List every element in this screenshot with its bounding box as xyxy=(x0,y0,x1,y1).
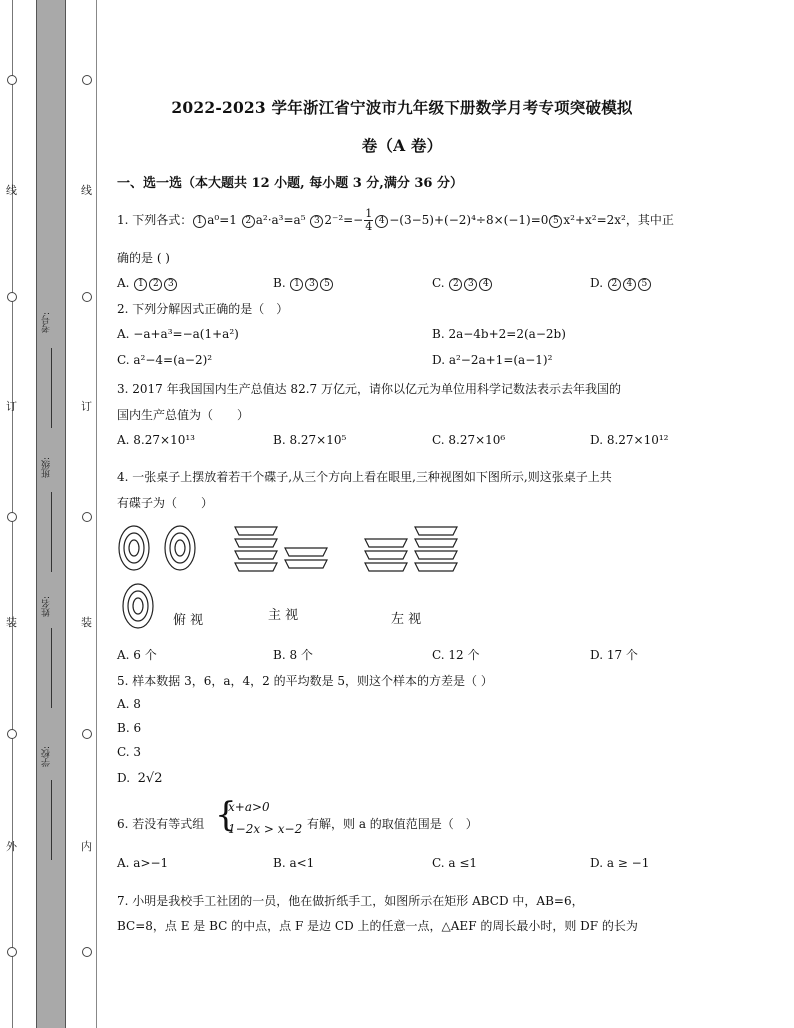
q5-option-b: B. 6 xyxy=(117,721,142,735)
exam-title-line1: 2022-2023 学年浙江省宁波市九年级下册数学月考专项突破模拟 xyxy=(171,98,633,117)
left-view xyxy=(365,527,457,571)
question-3-stem: 3. 2017 年我国国内生产总值达 82.7 万亿元，请你以亿元为单位用科学记数法表示去年我国的 xyxy=(117,382,621,396)
question-4-stem-line2: 有碟子为（ ） xyxy=(117,496,214,510)
q6-option-a: A. a>−1 xyxy=(117,856,169,870)
q5-option-c: C. 3 xyxy=(117,745,142,759)
margin-char-xian-outer: 线 xyxy=(6,184,17,197)
q1-fraction-denominator: 4 xyxy=(365,220,373,233)
binding-hole xyxy=(7,729,17,739)
question-6-stem-suffix: 有解，则 a 的取值范围是（ ） xyxy=(307,817,478,831)
question-3-stem-line2: 国内生产总值为（ ） xyxy=(117,408,250,422)
q4-option-d: D. 17 个 xyxy=(590,648,638,662)
q5-option-a: A. 8 xyxy=(117,697,141,711)
q1-prefix: 1. 下列各式： xyxy=(117,213,193,227)
question-7-stem: 7. 小明是我校手工社团的一员，他在做折纸手工，如图所示在矩形 ABCD 中，AB=6， xyxy=(117,894,584,908)
q4-option-c: C. 12 个 xyxy=(432,648,480,662)
margin-char-zhuang-outer: 装 xyxy=(6,616,17,629)
q6-option-d: D. a ≥ −1 xyxy=(590,856,650,870)
question-6-stem-prefix: 6. 若没有等式组 xyxy=(117,817,205,831)
field-class-line xyxy=(51,492,52,572)
binding-hole xyxy=(82,729,92,739)
circled-number-3: 3 xyxy=(310,215,323,228)
binding-hole xyxy=(7,75,17,85)
field-exam-number-line xyxy=(51,348,52,428)
q4-option-b: B. 8 个 xyxy=(273,648,313,662)
q2-option-c: C. a²−4=(a−2)² xyxy=(117,353,213,367)
field-class-label: 班级: xyxy=(42,457,52,479)
margin-char-ding-outer: 订 xyxy=(6,400,17,413)
exam-title-line2: 卷（A 卷） xyxy=(361,136,443,155)
circled-number-2: 2 xyxy=(242,215,255,228)
margin-char-xian-inner: 线 xyxy=(81,184,92,197)
field-name-line xyxy=(51,628,52,708)
q2-option-a: A. −a+a³=−a(1+a²) xyxy=(117,327,239,341)
binding-hole xyxy=(7,947,17,957)
question-2-stem: 2. 下列分解因式正确的是（ ） xyxy=(117,302,289,316)
q2-option-d: D. a²−2a+1=(a−1)² xyxy=(432,353,553,367)
q1-expr-1: a⁰=1 xyxy=(207,213,237,227)
field-school-label: 学校: xyxy=(42,746,52,768)
top-view-label: 俯 视 xyxy=(173,613,204,628)
left-view-label: 左 视 xyxy=(391,612,422,627)
binding-hole xyxy=(7,292,17,302)
q1-option-d: D. 2 4 5 xyxy=(590,276,652,291)
q1-option-c: C. 2 3 4 xyxy=(432,276,493,291)
q3-option-a: A. 8.27×10¹³ xyxy=(117,433,195,447)
question-1-stem xyxy=(117,200,674,240)
margin-char-zhuang-inner: 装 xyxy=(81,616,92,629)
question-5-stem: 5. 样本数据 3，6，a，4，2 的平均数是 5，则这个样本的方差是（ ） xyxy=(117,674,493,688)
q1-fraction-numerator: 1 xyxy=(365,207,373,220)
q6-option-b: B. a<1 xyxy=(273,856,315,870)
margin-char-wai: 外 xyxy=(6,840,17,853)
circled-number-5: 5 xyxy=(549,215,562,228)
section-heading: 一、选一选（本大题共 12 小题, 每小题 3 分,满分 36 分） xyxy=(117,176,463,191)
front-view xyxy=(235,527,327,571)
binding-inner-line xyxy=(96,0,97,1028)
q1-option-b: B. 1 3 5 xyxy=(273,276,334,291)
q5-option-d: D. 2√2 xyxy=(117,771,163,786)
binding-hole xyxy=(82,75,92,85)
front-view-label: 主 视 xyxy=(268,608,299,623)
q6-left-brace: { xyxy=(215,795,237,835)
q1-expr-2: a²·a³=a⁵ xyxy=(255,213,306,227)
q1-expr-5: x²+x²=2x² xyxy=(563,213,626,227)
question-7-stem-line2: BC=8，点 E 是 BC 的中点，点 F 是边 CD 上的任意一点，△AEF 的周长最小时，则 DF 的长为 xyxy=(117,919,638,933)
q1-expr-3: 2⁻²=− xyxy=(324,213,364,227)
q4-option-a: A. 6 个 xyxy=(117,648,157,662)
question-4-stem: 4. 一张桌子上摆放着若干个碟子,从三个方向上看在眼里,三种视图如下图所示,则这张桌子上共 xyxy=(117,470,612,484)
binding-hole xyxy=(82,292,92,302)
question-1-stem-line2: 确的是 ( ) xyxy=(117,251,170,265)
margin-char-ding-inner: 订 xyxy=(81,400,92,413)
q3-option-d: D. 8.27×10¹² xyxy=(590,433,669,447)
binding-hole xyxy=(82,512,92,522)
field-name-label: 姓名: xyxy=(42,596,52,618)
q1-option-a: A. 1 2 3 xyxy=(117,276,178,291)
q6-inequality-2: 1−2x > x−2 xyxy=(228,822,303,836)
q6-option-c: C. a ≤1 xyxy=(432,856,478,870)
field-exam-number-label: 考号: xyxy=(42,312,52,334)
q3-option-b: B. 8.27×10⁵ xyxy=(273,433,347,447)
circled-number-4: 4 xyxy=(375,215,388,228)
margin-char-nei: 内 xyxy=(81,840,92,853)
q1-fraction xyxy=(364,208,373,233)
binding-hole xyxy=(7,512,17,522)
q1-suffix: ，其中正 xyxy=(625,213,674,227)
circled-number-1: 1 xyxy=(193,215,206,228)
binding-hole xyxy=(82,947,92,957)
q6-inequality-1: x+a>0 xyxy=(228,800,270,814)
field-school-line xyxy=(51,780,52,860)
q3-option-c: C. 8.27×10⁶ xyxy=(432,433,506,447)
q2-option-b: B. 2a−4b+2=2(a−2b) xyxy=(432,327,566,341)
q1-expr-4: −(3−5)+(−2)⁴÷8×(−1)=0 xyxy=(389,213,549,227)
